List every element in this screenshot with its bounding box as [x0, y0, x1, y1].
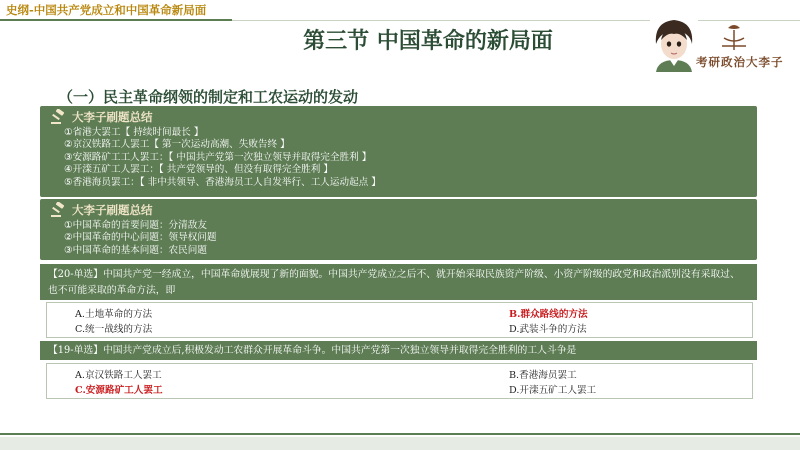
gavel-icon	[50, 109, 66, 125]
summary-list	[64, 220, 217, 257]
list-item: ③中国革命的基本问题：农民问题	[64, 244, 207, 256]
summary-panel-revolution	[40, 199, 757, 260]
section-heading: （一）民主革命纲领的制定和工农运动的发动	[58, 88, 359, 106]
question-2-stem	[40, 341, 757, 360]
summary-panel-header	[50, 202, 153, 218]
option-a[interactable]: A.京汉铁路工人罢工	[75, 370, 162, 381]
gavel-icon	[50, 202, 66, 218]
summary-panel-strikes	[40, 106, 757, 197]
page-title: 第三节 中国革命的新局面	[303, 28, 553, 54]
option-c-correct[interactable]: C.安源路矿工人罢工	[75, 385, 163, 396]
footer-band	[0, 437, 800, 450]
summary-panel-title: 大李子刷题总结	[72, 203, 153, 217]
avatar	[650, 14, 698, 72]
question-2-options	[46, 363, 753, 399]
list-item: ②京汉铁路工人罢工【 第一次运动高潮、失败告终 】	[64, 139, 290, 151]
list-item: ⑤香港海员罢工：【 非中共领导、香港海员工人自发举行、工人运动起点 】	[64, 176, 381, 188]
summary-panel-title: 大李子刷题总结	[72, 110, 153, 124]
option-b[interactable]: B.香港海员罢工	[509, 370, 577, 381]
breadcrumb: 史纲-中国共产党成立和中国革命新局面	[6, 3, 207, 17]
option-d[interactable]: D.开滦五矿工人罢工	[509, 385, 597, 396]
option-c[interactable]: C.统一战线的方法	[75, 324, 153, 335]
question-1-stem	[40, 264, 757, 300]
option-b-correct[interactable]: B.群众路线的方法	[509, 309, 588, 320]
footer-divider	[0, 433, 800, 435]
option-d[interactable]: D.武装斗争的方法	[509, 324, 587, 335]
list-item: ④开滦五矿工人罢工：【 共产党领导的、但没有取得完全胜利 】	[64, 164, 333, 176]
list-item: ③安源路矿工工人罢工：【 中国共产党第一次独立领导并取得完全胜利 】	[64, 151, 372, 163]
list-item: ②中国革命的中心问题：领导权问题	[64, 232, 217, 244]
summary-list	[64, 127, 381, 189]
list-item: ①省港大罢工【 持续时间最长 】	[64, 127, 204, 138]
question-2-text: 【19-单选】中国共产党成立后,积极发动工农群众开展革命斗争。中国共产党第一次独立领导并取得完全胜利的工人斗争是	[48, 345, 577, 356]
top-accent-stripe	[0, 19, 232, 21]
list-item: ①中国革命的首要问题：分清敌友	[64, 220, 207, 231]
option-a[interactable]: A.土地革命的方法	[75, 309, 153, 320]
summary-panel-header	[50, 109, 153, 125]
question-1-text: 【20-单选】中国共产党一经成立，中国革命就展现了新的面貌。中国共产党成立之后不、就开始采取民族资产阶级、小资产阶级的政党和政治派别没有采取过、也不可能采取的革命方法，即	[48, 269, 740, 296]
question-1-options	[46, 302, 753, 338]
logo-text: 考研政治大李子	[696, 55, 784, 69]
